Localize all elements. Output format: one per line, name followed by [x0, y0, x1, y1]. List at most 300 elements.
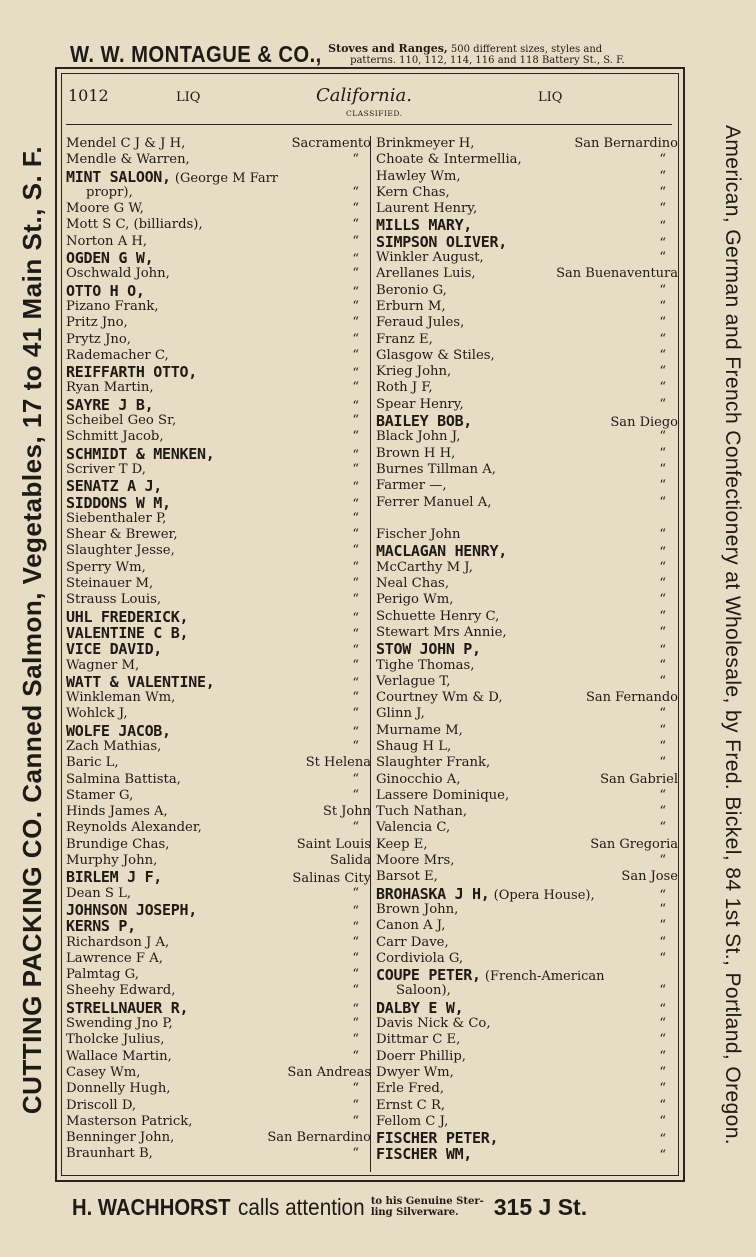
listing-row [66, 658, 371, 674]
listing-name: Slaughter Frank, [376, 755, 491, 771]
listing-city: “ [352, 252, 359, 268]
listing-row [66, 1130, 371, 1146]
listing-row [66, 918, 371, 934]
right-running-head: LIQ [538, 90, 563, 105]
left-running-head: LIQ [176, 90, 201, 105]
listing-city: “ [352, 675, 359, 691]
listing-row [66, 739, 371, 755]
bottom-advertisement [72, 1190, 687, 1224]
listing-city: Salinas City [292, 871, 371, 887]
listing-name: Choate & Intermellia, [376, 152, 522, 168]
listing-row [66, 446, 371, 462]
listing-row [376, 739, 678, 755]
listing-city: St Helena [305, 755, 371, 771]
listing-city: “ [352, 967, 359, 983]
listing-name: Glinn J, [376, 706, 425, 722]
listing-name: Stewart Mrs Annie, [376, 624, 507, 640]
column-divider [370, 136, 371, 1172]
listing-name: Murname M, [376, 722, 463, 738]
listing-city: “ [352, 1113, 359, 1129]
listing-name: McCarthy M J, [376, 559, 473, 575]
listing-city: “ [659, 787, 666, 803]
listing-city: “ [659, 559, 666, 575]
advertisement-tagline: Stoves and Ranges, 500 different sizes, styles and patterns. 110, 112, 114, 116 and 118 Battery St., S. F. [328, 42, 625, 66]
listing-name: FISCHER WM, [376, 1145, 473, 1164]
listing-city: “ [659, 461, 666, 477]
listing-city: “ [659, 950, 666, 966]
listing-name: MACLAGAN HENRY, [376, 542, 507, 561]
listing-name: Tuch Nathan, [376, 804, 468, 820]
listing-name: Saloon), [396, 983, 451, 999]
listing-name: Casey Wm, [66, 1064, 141, 1080]
listing-row [376, 266, 678, 282]
listing-row [66, 674, 371, 690]
listing-name: Moore G W, [66, 201, 144, 217]
listing-row [376, 967, 678, 983]
listing-city: “ [659, 1132, 666, 1148]
listing-name: Prytz Jno, [66, 331, 131, 347]
listing-row [376, 1081, 678, 1097]
listing-name: Slaughter Jesse, [66, 543, 175, 559]
listing-row [376, 527, 678, 543]
listing-city: “ [659, 527, 666, 543]
listing-city: “ [352, 626, 359, 642]
advertisement-text: calls attention [238, 1193, 365, 1220]
listing-row [66, 250, 371, 266]
listing-city: San Gabriel [600, 771, 678, 787]
listing-name: Keep E, [376, 836, 428, 852]
listing-row [66, 495, 371, 511]
listing-name: Ferrer Manuel A, [376, 494, 492, 510]
listing-name: Driscoll D, [66, 1097, 137, 1113]
listing-name: Hawley Wm, [376, 168, 461, 184]
listing-row [376, 348, 678, 364]
listing-name: REIFFARTH OTTO, [66, 363, 197, 382]
listing-city: San Gregoria [590, 836, 678, 852]
listing-name: Tholcke Julius, [66, 1032, 165, 1048]
listing-row [66, 315, 371, 331]
listing-city: San Fernando [585, 690, 678, 706]
listing-city: “ [352, 217, 359, 233]
listing-row [376, 315, 678, 331]
listing-city: “ [659, 364, 666, 380]
listing-name: Mendle & Warren, [66, 152, 190, 168]
listing-city: “ [352, 201, 359, 217]
listing-row [66, 1081, 371, 1097]
listing-name: Stamer G, [66, 787, 134, 803]
listing-name: Braunhart B, [66, 1146, 153, 1162]
listing-row [66, 1000, 371, 1016]
listing-city: “ [352, 576, 359, 592]
listing-name: Winkler August, [376, 250, 484, 266]
listing-row [376, 609, 678, 625]
listing-city: “ [659, 201, 666, 217]
listing-city: “ [352, 1146, 359, 1162]
listing-row [376, 658, 678, 674]
listing-name: Palmtag G, [66, 967, 139, 983]
listing-name: Dittmar C E, [376, 1032, 461, 1048]
right-listing-column [376, 136, 678, 1163]
listing-row [66, 364, 371, 380]
listing-name: Swending Jno P, [66, 1016, 173, 1032]
listing-city: “ [352, 496, 359, 512]
listing-row [66, 1114, 371, 1130]
listing-row [376, 902, 678, 918]
listing-city: “ [352, 266, 359, 282]
listing-name: SENATZ A J, [66, 477, 163, 496]
listing-row [66, 511, 371, 527]
listing-city: “ [659, 643, 666, 659]
listing-city: “ [352, 559, 359, 575]
listing-row [66, 169, 371, 185]
listing-name: Mendel C J & J H, [66, 136, 186, 151]
listing-city: Salida [329, 853, 371, 869]
listing-name: Hinds James A, [66, 804, 168, 820]
listing-row [66, 723, 371, 739]
top-advertisement [70, 38, 685, 68]
listing-city: “ [659, 331, 666, 347]
page-header [66, 84, 674, 124]
listing-name: Sperry Wm, [66, 559, 146, 575]
listing-row [376, 234, 678, 250]
listing-name: Ginocchio A, [376, 771, 461, 787]
listing-name: Scriver T D, [66, 461, 146, 477]
listing-city: “ [659, 592, 666, 608]
listing-name: Brinkmeyer H, [376, 136, 475, 151]
listing-city: “ [659, 184, 666, 200]
listing-name: SIMPSON OLIVER, [376, 232, 507, 251]
listing-row [66, 576, 371, 592]
listing-row [376, 804, 678, 820]
listing-row [66, 755, 371, 771]
listing-row [66, 983, 371, 999]
listing-city: “ [659, 918, 666, 934]
listing-city: “ [352, 1016, 359, 1032]
listing-city: “ [659, 298, 666, 314]
listing-row [376, 283, 678, 299]
listing-city: “ [352, 690, 359, 706]
listing-name: Pizano Frank, [66, 298, 159, 314]
listing-city: “ [352, 643, 359, 659]
listing-row [376, 1032, 678, 1048]
listing-name: Dean S L, [66, 885, 132, 901]
listing-row [376, 543, 678, 559]
listing-name: Salmina Battista, [66, 771, 181, 787]
listing-name: Brown John, [376, 901, 459, 917]
listing-row [66, 772, 371, 788]
listing-row [376, 446, 678, 462]
listing-row [66, 837, 371, 853]
listing-name: STRELLNAUER R, [66, 998, 189, 1017]
listing-city: San Diego [610, 415, 678, 431]
listing-row [66, 234, 371, 250]
listing-row [376, 1098, 678, 1114]
listing-city: “ [659, 755, 666, 771]
listing-row [66, 332, 371, 348]
listing-row [66, 641, 371, 657]
listing-city: “ [352, 366, 359, 382]
listing-row [376, 478, 678, 494]
listing-name: Murphy John, [66, 853, 158, 869]
listing-city: “ [352, 298, 359, 314]
listing-row [376, 788, 678, 804]
listing-name: Kern Chas, [376, 184, 450, 200]
listing-row [66, 217, 371, 233]
listing-name: MINT SALOON, [66, 167, 171, 186]
listing-name: Wagner M, [66, 657, 140, 673]
listing-row [66, 820, 371, 836]
listing-city: Sacramento [291, 136, 371, 151]
listing-city: “ [352, 1001, 359, 1017]
listing-row [66, 967, 371, 983]
listing-city: San Bernardino [267, 1130, 371, 1146]
listing-name: Baric L, [66, 755, 119, 771]
listing-name: Shear & Brewer, [66, 527, 178, 543]
listing-name: Valencia C, [376, 820, 451, 836]
listing-name: Krieg John, [376, 364, 452, 380]
listing-name: Winkleman Wm, [66, 690, 176, 706]
listing-row [376, 136, 678, 152]
listing-city: “ [659, 706, 666, 722]
listing-row [376, 951, 678, 967]
listing-name: SAYRE J B, [66, 395, 154, 414]
listing-city: “ [659, 545, 666, 561]
listing-row [376, 935, 678, 951]
listing-city: “ [659, 168, 666, 184]
listing-row [376, 1000, 678, 1016]
listing-name: OGDEN G W, [66, 249, 154, 268]
listing-name: Courtney Wm & D, [376, 690, 503, 706]
listing-row [376, 1146, 678, 1162]
listing-row [66, 266, 371, 282]
listing-city: San Andreas [287, 1064, 371, 1080]
listing-name: Roth J F, [376, 380, 433, 396]
listing-name: Perigo Wm, [376, 592, 454, 608]
listing-name: FISCHER PETER, [376, 1129, 499, 1148]
listing-name: Carr Dave, [376, 934, 449, 950]
listing-name: JOHNSON JOSEPH, [66, 900, 197, 919]
listing-city: “ [352, 284, 359, 300]
listing-city: “ [659, 934, 666, 950]
listing-name: Moore Mrs, [376, 853, 455, 869]
listing-name: Steinauer M, [66, 576, 154, 592]
listing-city: San Buenaventura [556, 266, 678, 282]
listing-name: Reynolds Alexander, [66, 820, 202, 836]
listing-row [376, 152, 678, 168]
listing-row [376, 560, 678, 576]
listing-name: Erle Fred, [376, 1081, 445, 1097]
listing-name: UHL FREDERICK, [66, 607, 189, 626]
listing-row [376, 576, 678, 592]
listing-row [376, 413, 678, 429]
listing-name: VALENTINE C B, [66, 623, 189, 642]
listing-row [376, 250, 678, 266]
listing-name: Feraud Jules, [376, 315, 465, 331]
listing-row [376, 1016, 678, 1032]
listing-name: Arellanes Luis, [376, 266, 476, 282]
listing-city: “ [659, 576, 666, 592]
listing-city: “ [352, 1081, 359, 1097]
listing-name: SCHMIDT & MENKEN, [66, 444, 215, 463]
listing-row [66, 1146, 371, 1162]
listing-city: “ [352, 738, 359, 754]
listing-row [376, 364, 678, 380]
listing-city: “ [659, 608, 666, 624]
listing-city: “ [659, 282, 666, 298]
listing-row [376, 983, 678, 999]
listing-name: SIDDONS W M, [66, 493, 171, 512]
page-subtitle: CLASSIFIED. [346, 109, 403, 118]
listing-name: Schmitt Jacob, [66, 429, 164, 445]
listing-row [376, 772, 678, 788]
listing-city: “ [659, 887, 666, 903]
listing-city: “ [352, 480, 359, 496]
listing-row [376, 1114, 678, 1130]
listing-city: “ [659, 380, 666, 396]
listing-row [376, 886, 678, 902]
listing-city: “ [659, 983, 666, 999]
listing-city: “ [352, 787, 359, 803]
listing-city: “ [352, 184, 359, 200]
listing-city: “ [659, 1016, 666, 1032]
listing-name: Brundige Chas, [66, 836, 170, 852]
listing-city: Saint Louis [296, 836, 371, 852]
listing-city: “ [352, 820, 359, 836]
listing-name: BAILEY BOB, [376, 412, 473, 431]
listing-row [66, 527, 371, 543]
listing-row [376, 511, 678, 527]
listing-name: Verlague T, [376, 673, 451, 689]
listing-row [66, 788, 371, 804]
listing-city: “ [659, 804, 666, 820]
listing-name: VICE DAVID, [66, 640, 163, 659]
listing-row [376, 1065, 678, 1081]
listing-row [376, 397, 678, 413]
listing-row [376, 918, 678, 934]
listing-row [66, 869, 371, 885]
listing-city: “ [352, 331, 359, 347]
header-rule [66, 124, 672, 125]
listing-name: Beronio G, [376, 282, 447, 298]
listing-city: “ [659, 152, 666, 168]
listing-name: Schuette Henry C, [376, 608, 500, 624]
listing-name: Masterson Patrick, [66, 1113, 193, 1129]
listing-row [376, 332, 678, 348]
listing-row [66, 543, 371, 559]
right-margin-advertisement: American, German and French Confectionery at Wholesale, by Fred. Bickel, 84 1st St., Portland, Oregon. [721, 124, 744, 1146]
listing-name: Ryan Martin, [66, 380, 154, 396]
listing-row [376, 380, 678, 396]
listing-row [376, 592, 678, 608]
listing-city: “ [659, 1001, 666, 1017]
listing-city: “ [352, 380, 359, 396]
listing-city: “ [659, 1113, 666, 1129]
listing-row [376, 299, 678, 315]
listing-city: “ [659, 347, 666, 363]
advertiser-name: W. W. MONTAGUE & CO., [70, 41, 322, 67]
listing-name: Franz E, [376, 331, 433, 347]
listing-row [376, 625, 678, 641]
listing-name: BIRLEM J F, [66, 868, 163, 887]
listing-city: “ [659, 1064, 666, 1080]
listing-name: Oschwald John, [66, 266, 170, 282]
listing-city: “ [352, 903, 359, 919]
listing-row [66, 429, 371, 445]
listing-name: STOW JOHN P, [376, 640, 481, 659]
listing-name: WATT & VALENTINE, [66, 672, 215, 691]
listing-name: Lawrence F A, [66, 950, 163, 966]
listing-city: “ [352, 1097, 359, 1113]
listing-name: Farmer —, [376, 478, 447, 494]
listing-note: (Opera House), [489, 887, 595, 903]
listing-row [66, 1016, 371, 1032]
listing-city: “ [352, 461, 359, 477]
listing-note: (French-American [480, 969, 605, 985]
listing-row [66, 380, 371, 396]
listing-name: Wallace Martin, [66, 1048, 172, 1064]
listing-row [376, 755, 678, 771]
listing-row [66, 625, 371, 641]
listing-name: Fellom C J, [376, 1113, 449, 1129]
listing-name: Burnes Tillman A, [376, 461, 496, 477]
listing-row [376, 185, 678, 201]
listing-city: “ [352, 885, 359, 901]
listing-row [376, 1130, 678, 1146]
advertisement-small-text: to his Genuine Ster- ling Silverware. [370, 1196, 484, 1218]
listing-city: “ [659, 1048, 666, 1064]
listing-city: “ [352, 233, 359, 249]
listing-city: “ [352, 706, 359, 722]
left-listing-column [66, 136, 371, 1163]
listing-row [66, 886, 371, 902]
listing-row [376, 495, 678, 511]
listing-name: BROHASKA J H, [376, 884, 490, 903]
listing-city: “ [352, 413, 359, 429]
listing-row [66, 413, 371, 429]
listing-name: Neal Chas, [376, 576, 450, 592]
listing-row [66, 1032, 371, 1048]
listing-name: Zach Mathias, [66, 738, 162, 754]
listing-city: “ [352, 315, 359, 331]
listing-name: Black John J, [376, 429, 461, 445]
listing-name: Scheibel Geo Sr, [66, 413, 177, 429]
listing-row [376, 462, 678, 478]
listing-row [66, 690, 371, 706]
listing-city: “ [659, 396, 666, 412]
listing-name: Cordiviola G, [376, 950, 464, 966]
listing-row [376, 674, 678, 690]
listing-row [376, 820, 678, 836]
listing-city: “ [659, 445, 666, 461]
listing-name: propr), [86, 184, 133, 200]
listing-city: “ [352, 610, 359, 626]
listing-row [66, 951, 371, 967]
listing-name: Canon A J, [376, 918, 446, 934]
listing-city: “ [352, 920, 359, 936]
listing-row [376, 169, 678, 185]
listing-row [66, 185, 371, 201]
listing-name: Norton A H, [66, 233, 148, 249]
listing-name: Ernst C R, [376, 1097, 446, 1113]
listing-city: “ [659, 1148, 666, 1164]
listing-city: “ [352, 771, 359, 787]
listing-city: “ [352, 592, 359, 608]
listing-city: St John [322, 804, 371, 820]
listing-city: “ [659, 738, 666, 754]
listing-name: Barsot E, [376, 869, 438, 885]
listing-name: COUPE PETER, [376, 966, 481, 985]
listing-row [66, 935, 371, 951]
